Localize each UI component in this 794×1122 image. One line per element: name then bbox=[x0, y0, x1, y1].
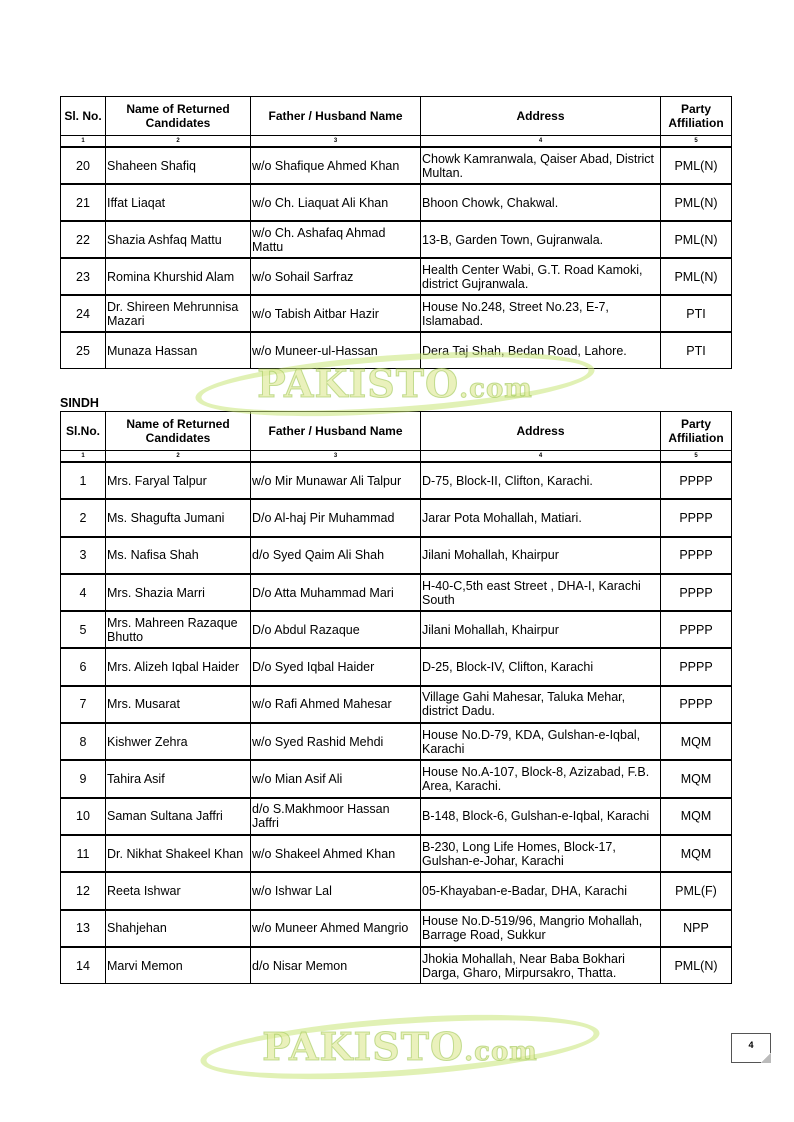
col-header-party: Party Affiliation bbox=[661, 97, 732, 136]
address: Chowk Kamranwala, Qaiser Abad, District Multan. bbox=[421, 147, 661, 184]
table-row bbox=[61, 184, 732, 221]
party-affiliation: PPPP bbox=[661, 499, 732, 536]
serial-number: 14 bbox=[61, 947, 106, 984]
serial-number: 25 bbox=[61, 332, 106, 369]
header-row bbox=[61, 97, 732, 136]
table-row bbox=[61, 295, 732, 332]
candidate-name: Iffat Liaqat bbox=[106, 184, 251, 221]
party-affiliation: MQM bbox=[661, 835, 732, 872]
father-husband-name: d/o Syed Qaim Ali Shah bbox=[251, 537, 421, 574]
father-husband-name: D/o Syed Iqbal Haider bbox=[251, 648, 421, 685]
col-number: 3 bbox=[251, 136, 421, 148]
watermark-text bbox=[200, 1024, 600, 1069]
col-number: 4 bbox=[421, 136, 661, 148]
col-header-father: Father / Husband Name bbox=[251, 97, 421, 136]
father-husband-name: D/o Abdul Razaque bbox=[251, 611, 421, 648]
party-affiliation: PML(N) bbox=[661, 947, 732, 984]
serial-number: 22 bbox=[61, 221, 106, 258]
serial-number: 12 bbox=[61, 872, 106, 909]
col-number: 1 bbox=[61, 136, 106, 148]
col-number: 2 bbox=[106, 136, 251, 148]
serial-number: 4 bbox=[61, 574, 106, 611]
father-husband-name: w/o Rafi Ahmed Mahesar bbox=[251, 686, 421, 723]
col-header-sl: Sl. No. bbox=[61, 97, 106, 136]
col-number: 1 bbox=[61, 451, 106, 463]
party-affiliation: PPPP bbox=[661, 462, 732, 499]
col-header-father: Father / Husband Name bbox=[251, 412, 421, 451]
serial-number: 21 bbox=[61, 184, 106, 221]
col-number: 5 bbox=[661, 136, 732, 148]
column-number-row bbox=[61, 451, 732, 463]
address: 13-B, Garden Town, Gujranwala. bbox=[421, 221, 661, 258]
table-row bbox=[61, 462, 732, 499]
serial-number: 5 bbox=[61, 611, 106, 648]
table-row bbox=[61, 798, 732, 835]
address: B-148, Block-6, Gulshan-e-Iqbal, Karachi bbox=[421, 798, 661, 835]
table-row bbox=[61, 648, 732, 685]
watermark-ellipse bbox=[198, 1004, 601, 1090]
col-header-address: Address bbox=[421, 97, 661, 136]
table-row bbox=[61, 686, 732, 723]
father-husband-name: d/o Nisar Memon bbox=[251, 947, 421, 984]
serial-number: 20 bbox=[61, 147, 106, 184]
serial-number: 23 bbox=[61, 258, 106, 295]
candidates-table-punjab bbox=[60, 96, 732, 369]
father-husband-name: D/o Atta Muhammad Mari bbox=[251, 574, 421, 611]
father-husband-name: w/o Muneer-ul-Hassan bbox=[251, 332, 421, 369]
party-affiliation: MQM bbox=[661, 798, 732, 835]
watermark-main: PAKISTO bbox=[262, 1024, 465, 1069]
party-affiliation: PML(N) bbox=[661, 184, 732, 221]
address: House No.D-519/96, Mangrio Mohallah, Barrage Road, Sukkur bbox=[421, 910, 661, 947]
party-affiliation: PPPP bbox=[661, 648, 732, 685]
region-heading-sindh: SINDH bbox=[60, 396, 99, 410]
col-header-name: Name of Returned Candidates bbox=[106, 97, 251, 136]
address: Bhoon Chowk, Chakwal. bbox=[421, 184, 661, 221]
table-row bbox=[61, 574, 732, 611]
party-affiliation: PPPP bbox=[661, 574, 732, 611]
address: Health Center Wabi, G.T. Road Kamoki, district Gujranwala. bbox=[421, 258, 661, 295]
party-affiliation: MQM bbox=[661, 760, 732, 797]
table-row bbox=[61, 835, 732, 872]
table-row bbox=[61, 499, 732, 536]
party-affiliation: PML(N) bbox=[661, 258, 732, 295]
party-affiliation: PML(F) bbox=[661, 872, 732, 909]
address: Jarar Pota Mohallah, Matiari. bbox=[421, 499, 661, 536]
table-row bbox=[61, 147, 732, 184]
candidate-name: Romina Khurshid Alam bbox=[106, 258, 251, 295]
address: B-230, Long Life Homes, Block-17, Gulshan-e-Johar, Karachi bbox=[421, 835, 661, 872]
father-husband-name: w/o Mian Asif Ali bbox=[251, 760, 421, 797]
table-row bbox=[61, 332, 732, 369]
party-affiliation: PPPP bbox=[661, 611, 732, 648]
address: House No.248, Street No.23, E-7, Islamabad. bbox=[421, 295, 661, 332]
father-husband-name: d/o S.Makhmoor Hassan Jaffri bbox=[251, 798, 421, 835]
watermark-logo bbox=[200, 1018, 600, 1076]
candidate-name: Shazia Ashfaq Mattu bbox=[106, 221, 251, 258]
father-husband-name: w/o Muneer Ahmed Mangrio bbox=[251, 910, 421, 947]
address: House No.A-107, Block-8, Azizabad, F.B. Area, Karachi. bbox=[421, 760, 661, 797]
candidate-name: Kishwer Zehra bbox=[106, 723, 251, 760]
table-row bbox=[61, 611, 732, 648]
table-row bbox=[61, 537, 732, 574]
candidates-table-sindh bbox=[60, 411, 732, 984]
address: Jilani Mohallah, Khairpur bbox=[421, 611, 661, 648]
serial-number: 24 bbox=[61, 295, 106, 332]
party-affiliation: PPPP bbox=[661, 537, 732, 574]
party-affiliation: PML(N) bbox=[661, 147, 732, 184]
col-number: 4 bbox=[421, 451, 661, 463]
candidate-name: Shahjehan bbox=[106, 910, 251, 947]
candidate-name: Dr. Shireen Mehrunnisa Mazari bbox=[106, 295, 251, 332]
col-header-party: Party Affiliation bbox=[661, 412, 732, 451]
watermark-suffix: .com bbox=[464, 1037, 538, 1067]
serial-number: 2 bbox=[61, 499, 106, 536]
candidate-name: Ms. Shagufta Jumani bbox=[106, 499, 251, 536]
col-header-name: Name of Returned Candidates bbox=[106, 412, 251, 451]
col-header-sl: Sl.No. bbox=[61, 412, 106, 451]
address: D-75, Block-II, Clifton, Karachi. bbox=[421, 462, 661, 499]
address: Dera Taj Shah, Bedan Road, Lahore. bbox=[421, 332, 661, 369]
header-row bbox=[61, 412, 732, 451]
father-husband-name: w/o Ishwar Lal bbox=[251, 872, 421, 909]
table-row bbox=[61, 760, 732, 797]
col-number: 2 bbox=[106, 451, 251, 463]
watermark-suffix: .com bbox=[459, 374, 533, 404]
table-row bbox=[61, 258, 732, 295]
father-husband-name: w/o Shafique Ahmed Khan bbox=[251, 147, 421, 184]
candidate-name: Munaza Hassan bbox=[106, 332, 251, 369]
candidate-name: Ms. Nafisa Shah bbox=[106, 537, 251, 574]
father-husband-name: D/o Al-haj Pir Muhammad bbox=[251, 499, 421, 536]
address: Jilani Mohallah, Khairpur bbox=[421, 537, 661, 574]
candidate-name: Mrs. Mahreen Razaque Bhutto bbox=[106, 611, 251, 648]
candidate-name: Mrs. Shazia Marri bbox=[106, 574, 251, 611]
father-husband-name: w/o Tabish Aitbar Hazir bbox=[251, 295, 421, 332]
serial-number: 6 bbox=[61, 648, 106, 685]
serial-number: 13 bbox=[61, 910, 106, 947]
page-number: 4 bbox=[731, 1033, 771, 1063]
address: Village Gahi Mahesar, Taluka Mehar, district Dadu. bbox=[421, 686, 661, 723]
candidate-name: Mrs. Musarat bbox=[106, 686, 251, 723]
column-number-row bbox=[61, 136, 732, 148]
serial-number: 11 bbox=[61, 835, 106, 872]
party-affiliation: MQM bbox=[661, 723, 732, 760]
table-row bbox=[61, 910, 732, 947]
candidate-name: Shaheen Shafiq bbox=[106, 147, 251, 184]
father-husband-name: w/o Sohail Sarfraz bbox=[251, 258, 421, 295]
father-husband-name: w/o Mir Munawar Ali Talpur bbox=[251, 462, 421, 499]
candidate-name: Reeta Ishwar bbox=[106, 872, 251, 909]
candidate-name: Dr. Nikhat Shakeel Khan bbox=[106, 835, 251, 872]
col-number: 3 bbox=[251, 451, 421, 463]
father-husband-name: w/o Shakeel Ahmed Khan bbox=[251, 835, 421, 872]
col-number: 5 bbox=[661, 451, 732, 463]
candidate-name: Marvi Memon bbox=[106, 947, 251, 984]
serial-number: 10 bbox=[61, 798, 106, 835]
table-row bbox=[61, 221, 732, 258]
father-husband-name: w/o Ch. Ashafaq Ahmad Mattu bbox=[251, 221, 421, 258]
address: H-40-C,5th east Street , DHA-I, Karachi South bbox=[421, 574, 661, 611]
father-husband-name: w/o Syed Rashid Mehdi bbox=[251, 723, 421, 760]
candidate-name: Mrs. Alizeh Iqbal Haider bbox=[106, 648, 251, 685]
address: 05-Khayaban-e-Badar, DHA, Karachi bbox=[421, 872, 661, 909]
serial-number: 8 bbox=[61, 723, 106, 760]
candidate-name: Saman Sultana Jaffri bbox=[106, 798, 251, 835]
party-affiliation: PPPP bbox=[661, 686, 732, 723]
party-affiliation: PTI bbox=[661, 332, 732, 369]
party-affiliation: NPP bbox=[661, 910, 732, 947]
col-header-address: Address bbox=[421, 412, 661, 451]
party-affiliation: PML(N) bbox=[661, 221, 732, 258]
candidate-name: Tahira Asif bbox=[106, 760, 251, 797]
table-row bbox=[61, 723, 732, 760]
serial-number: 1 bbox=[61, 462, 106, 499]
party-affiliation: PTI bbox=[661, 295, 732, 332]
address: Jhokia Mohallah, Near Baba Bokhari Darga, Gharo, Mirpursakro, Thatta. bbox=[421, 947, 661, 984]
candidate-name: Mrs. Faryal Talpur bbox=[106, 462, 251, 499]
address: D-25, Block-IV, Clifton, Karachi bbox=[421, 648, 661, 685]
serial-number: 3 bbox=[61, 537, 106, 574]
table-row bbox=[61, 947, 732, 984]
serial-number: 9 bbox=[61, 760, 106, 797]
serial-number: 7 bbox=[61, 686, 106, 723]
watermark-main: PAKISTO bbox=[257, 361, 460, 406]
table-row bbox=[61, 872, 732, 909]
father-husband-name: w/o Ch. Liaquat Ali Khan bbox=[251, 184, 421, 221]
address: House No.D-79, KDA, Gulshan-e-Iqbal, Karachi bbox=[421, 723, 661, 760]
